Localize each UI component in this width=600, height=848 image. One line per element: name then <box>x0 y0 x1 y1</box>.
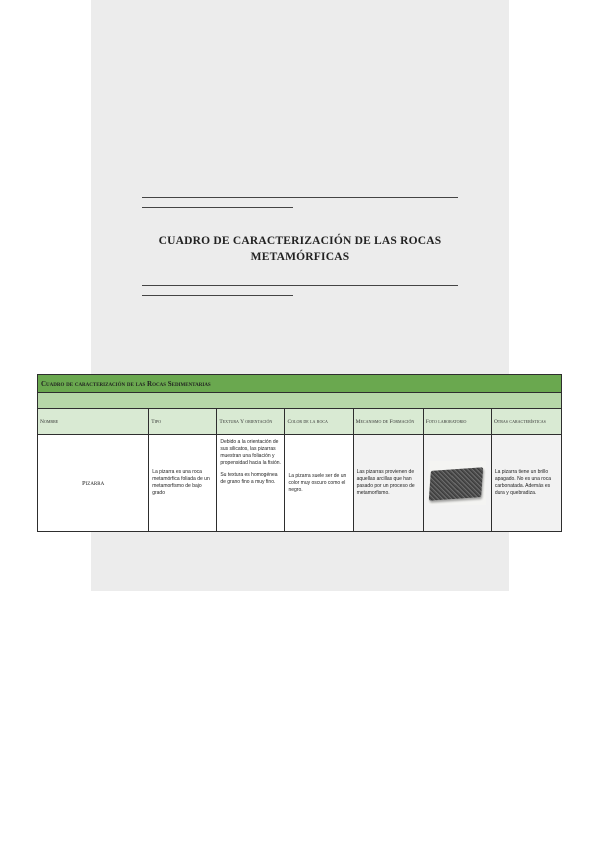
header-other: Otras características <box>491 409 561 435</box>
header-texture: Textura Y orientación <box>217 409 285 435</box>
table-banner: Cuadro de caracterización de las Rocas Sedimentarias <box>38 375 562 393</box>
title-rule-bottom <box>142 285 458 286</box>
title-rule-top <box>142 197 458 198</box>
cell-formation: Las pizarras provienen de aquellas arcillas que han pasado por un proceso de metamorfismo. <box>353 435 423 532</box>
document-title: CUADRO DE CARACTERIZACIÓN DE LAS ROCAS METAMÓRFICAS <box>158 235 442 263</box>
cell-other: La pizarra tiene un brillo apagado. No es una roca carbonatada. Además es dura y quebradiza. <box>491 435 561 532</box>
table-row <box>38 435 562 532</box>
table-banner-row <box>38 375 562 393</box>
header-color: Color de la roca <box>285 409 353 435</box>
cell-color: La pizarra suele ser de un color muy oscuro como el negro. <box>285 435 353 532</box>
texture-paragraph-1: Debido a la orientación de sus silicatos, las pizarras muestran una foliación y propensidad hacia la fisión. <box>220 439 281 466</box>
slate-slab-image <box>429 467 483 501</box>
cell-photo <box>423 435 491 532</box>
rock-characterization-table <box>37 374 562 532</box>
table-spacer <box>38 393 562 409</box>
slate-rock-photo <box>428 461 486 505</box>
texture-paragraph-2: Su textura es homogénea de grano fino a muy fino. <box>220 472 278 485</box>
title-rule-bottom-short <box>142 295 293 296</box>
header-name: Nombre <box>38 409 149 435</box>
table-header-row <box>38 409 562 435</box>
header-type: Tipo <box>149 409 217 435</box>
header-formation: Mecanismo de Formación <box>353 409 423 435</box>
cell-name: Pizarra <box>38 435 149 532</box>
table-spacer-row <box>38 393 562 409</box>
cell-type: La pizarra es una roca metamórfica foliada de un metamorfismo de bajo grado <box>149 435 217 532</box>
header-photo: Foto laboratorio <box>423 409 491 435</box>
title-rule-top-short <box>142 207 293 208</box>
cell-texture <box>217 435 285 532</box>
